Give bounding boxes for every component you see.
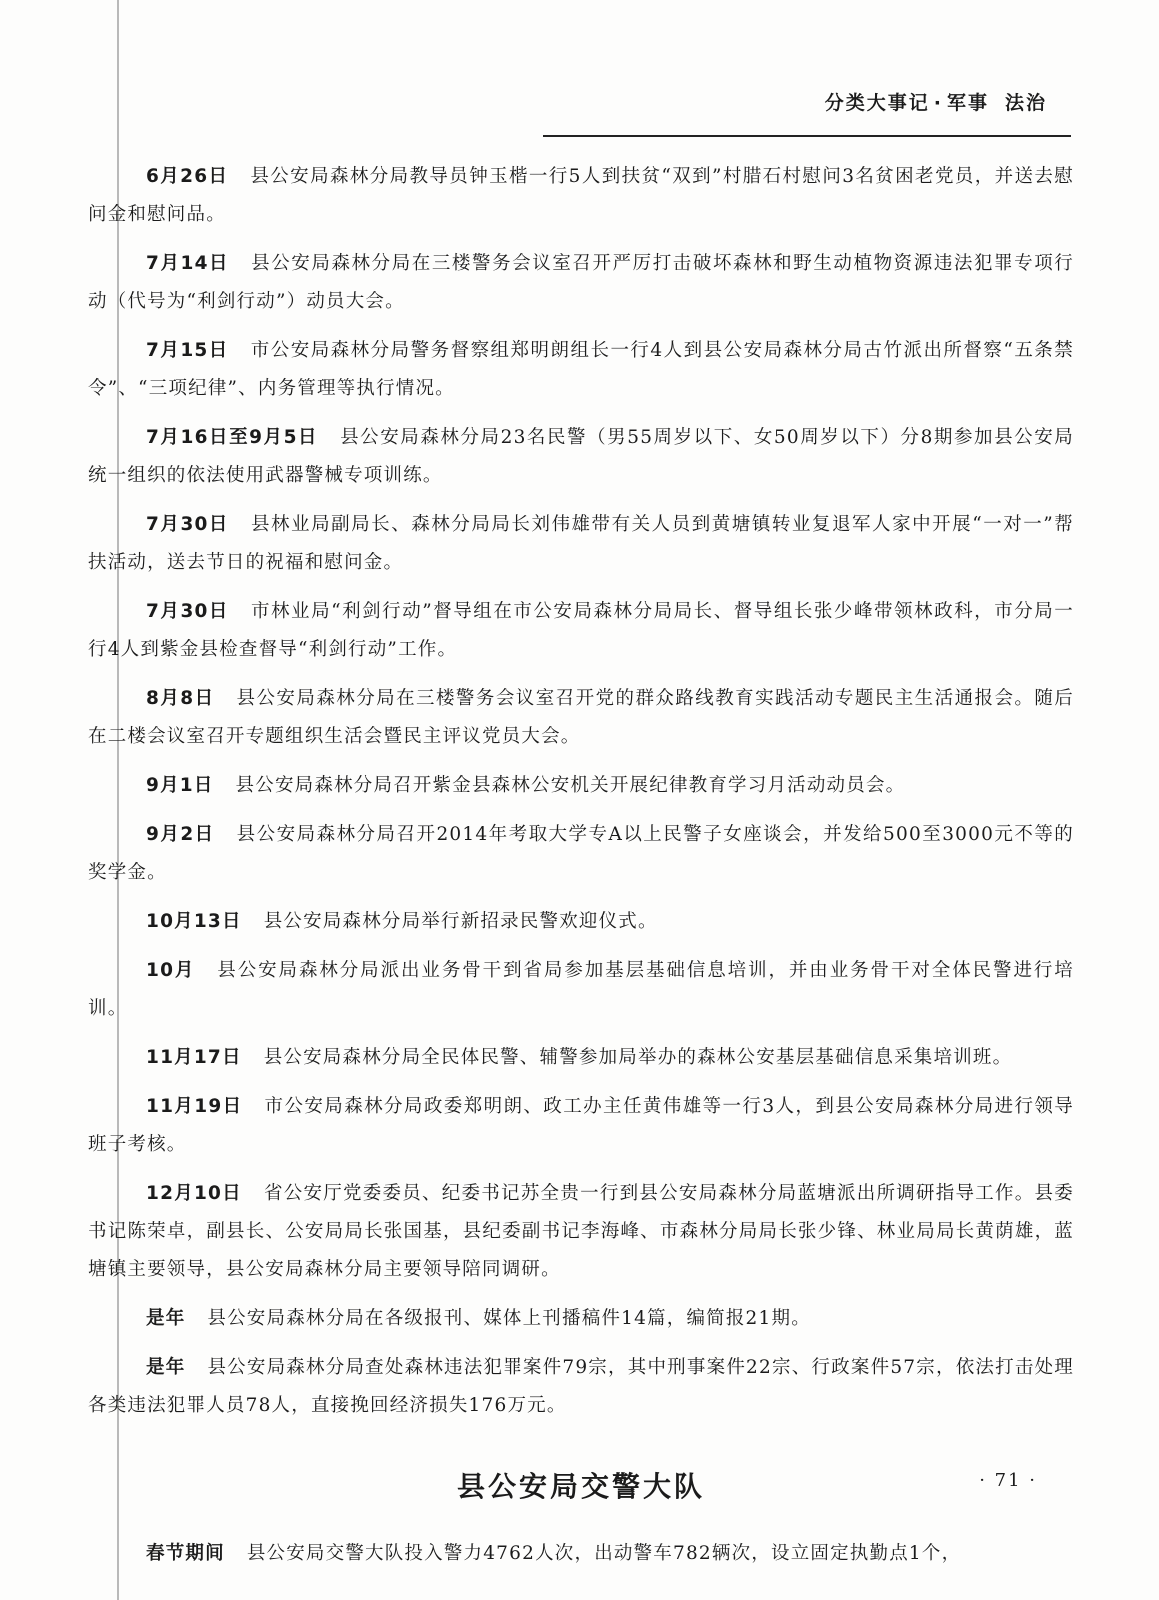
entry-date: 10月13日 xyxy=(146,911,242,932)
entry-date: 7月30日 xyxy=(146,514,229,535)
entry-date: 是年 xyxy=(146,1308,186,1329)
running-header xyxy=(825,88,1047,115)
entry xyxy=(88,1175,1074,1289)
entry-text: 县公安局森林分局在三楼警务会议室召开党的群众路线教育实践活动专题民主生活通报会。随后在二楼会议室召开专题组织生活会暨民主评议党员大会。 xyxy=(88,688,1074,747)
entry-date: 7月15日 xyxy=(146,340,229,361)
entry xyxy=(88,816,1074,892)
entry-text: 县公安局森林分局在各级报刊、媒体上刊播稿件14篇，编简报21期。 xyxy=(207,1308,811,1329)
entry-date: 9月1日 xyxy=(146,775,214,796)
entry xyxy=(88,903,1074,941)
entry-text: 市林业局“利剑行动”督导组在市公安局森林分局局长、督导组长张少峰带领林政科，市分局一行4人到紫金县检查督导“利剑行动”工作。 xyxy=(88,601,1074,660)
entry-text: 县公安局森林分局查处森林违法犯罪案件79宗，其中刑事案件22宗、行政案件57宗，依法打击处理各类违法犯罪人员78人，直接挽回经济损失176万元。 xyxy=(88,1357,1074,1416)
entry xyxy=(88,1300,1074,1338)
entry-text: 县公安局森林分局全民体民警、辅警参加局举办的森林公安基层基础信息采集培训班。 xyxy=(263,1047,1013,1068)
entry-text: 市公安局森林分局政委郑明朗、政工办主任黄伟雄等一行3人，到县公安局森林分局进行领导班子考核。 xyxy=(88,1096,1074,1155)
entry xyxy=(88,1088,1074,1164)
entry-date: 11月19日 xyxy=(146,1096,243,1117)
entry-text: 县公安局森林分局召开紫金县森林公安机关开展纪律教育学习月活动动员会。 xyxy=(235,775,906,796)
entry xyxy=(88,593,1074,669)
entry-text: 县公安局森林分局举行新招录民警欢迎仪式。 xyxy=(263,911,658,932)
entry-date: 7月14日 xyxy=(146,253,230,274)
entry xyxy=(88,1349,1074,1425)
header-title: 分类大事记 xyxy=(824,92,930,114)
header-subtitle-military: 军事 xyxy=(946,92,989,114)
entry-text: 县公安局森林分局召开2014年考取大学专A以上民警子女座谈会，并发给500至3000元不等的奖学金。 xyxy=(88,824,1075,883)
entry xyxy=(88,506,1074,582)
entry-date: 6月26日 xyxy=(146,166,229,187)
page-number: · 71 · xyxy=(979,1470,1037,1491)
entry xyxy=(88,680,1074,756)
entry-date: 8月8日 xyxy=(146,688,215,709)
entry-text: 县公安局交警大队投入警力4762人次，出动警车782辆次，设立固定执勤点1个， xyxy=(246,1543,962,1564)
entry-date: 11月17日 xyxy=(146,1047,242,1068)
entry xyxy=(88,952,1074,1028)
entry-date: 春节期间 xyxy=(146,1543,225,1564)
section-entry xyxy=(88,1535,1074,1573)
entry-text: 省公安厅党委委员、纪委书记苏全贵一行到县公安局森林分局蓝塘派出所调研指导工作。县委书记陈荣卓，副县长、公安局局长张国基，县纪委副书记李海峰、市森林分局局长张少锋、林业局局长黄荫雄，蓝塘镇主要领导，县公安局森林分局主要领导陪同调研。 xyxy=(88,1183,1074,1280)
entry-text: 市公安局森林分局警务督察组郑明朗组长一行4人到县公安局森林分局古竹派出所督察“五条禁令”、“三项纪律”、内务管理等执行情况。 xyxy=(88,340,1074,399)
entry xyxy=(88,158,1074,234)
header-subtitle-law: 法治 xyxy=(1004,92,1047,114)
entry-date: 7月30日 xyxy=(146,601,229,622)
entry xyxy=(88,419,1074,495)
entry-text: 县公安局森林分局在三楼警务会议室召开严厉打击破坏森林和野生动植物资源违法犯罪专项行动（代号为“利剑行动”）动员大会。 xyxy=(88,253,1074,312)
entry-date: 10月 xyxy=(146,960,196,981)
entry-date: 7月16日至9月5日 xyxy=(146,427,319,448)
entry-date: 12月10日 xyxy=(146,1183,242,1204)
header-rule xyxy=(543,135,1071,137)
entry-text: 县公安局森林分局23名民警（男55周岁以下、女50周岁以下）分8期参加县公安局统一组织的依法使用武器警械专项训练。 xyxy=(88,427,1074,486)
entry xyxy=(88,1039,1074,1077)
page-content xyxy=(88,158,1074,1584)
entry-date: 9月2日 xyxy=(146,824,215,845)
entry-date: 是年 xyxy=(146,1357,186,1378)
entry xyxy=(88,245,1074,321)
header-separator: · xyxy=(933,92,943,114)
section-title: 县公安局交警大队 xyxy=(456,1470,705,1503)
entry-text: 县公安局森林分局教导员钟玉楷一行5人到扶贫“双到”村腊石村慰问3名贫困老党员，并送去慰问金和慰问品。 xyxy=(88,166,1074,225)
entry-text: 县公安局森林分局派出业务骨干到省局参加基层基础信息培训，并由业务骨干对全体民警进行培训。 xyxy=(88,960,1074,1019)
entry xyxy=(88,332,1074,408)
entry-text: 县林业局副局长、森林分局局长刘伟雄带有关人员到黄塘镇转业复退军人家中开展“一对一”帮扶活动，送去节日的祝福和慰问金。 xyxy=(88,514,1074,573)
entry xyxy=(88,767,1074,805)
